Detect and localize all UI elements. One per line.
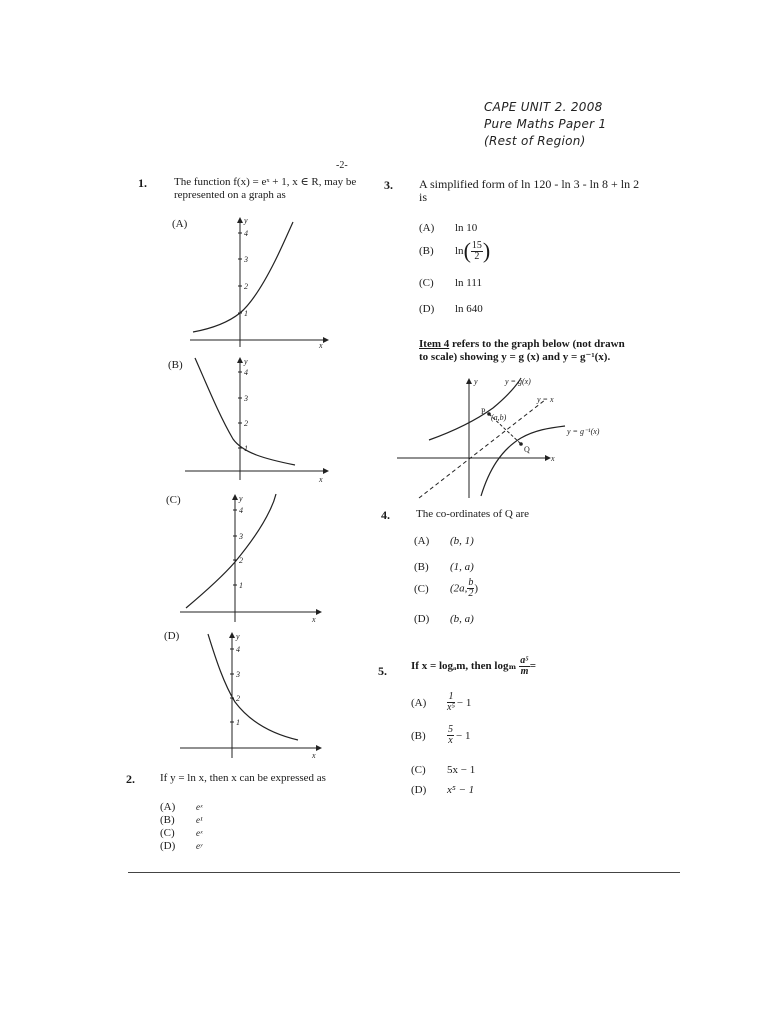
bottom-rule xyxy=(128,872,680,873)
y-axis-label: y xyxy=(244,357,248,366)
q4-option-a: (A) (b, 1) xyxy=(414,535,474,547)
q2-text: If y = ln x, then x can be expressed as xyxy=(160,772,326,784)
tick-3: 3 xyxy=(244,394,248,403)
y-axis-arrow xyxy=(229,632,235,638)
q4-option-c-fraction: $\frac{b}{2}$ xyxy=(468,577,474,599)
item4-intro-line-2: to scale) showing y = g (x) and y = g⁻¹(x). xyxy=(419,351,611,363)
item4-intro xyxy=(419,338,629,364)
q2-option-c: (C) eˣ xyxy=(160,827,203,839)
q1-graph-c-svg xyxy=(180,492,330,624)
tick-3: 3 xyxy=(236,670,240,679)
q2-option-a: (A) eˣ xyxy=(160,801,203,813)
q2-options xyxy=(160,797,203,852)
q5-option-a: (A) $\frac{1}{\text{x⁵}}$ − 1 xyxy=(411,691,472,713)
q2-number: 2. xyxy=(126,772,135,786)
y-axis-label: y xyxy=(474,377,478,386)
header-line-3: (Rest of Region) xyxy=(484,134,586,148)
y-axis-label: y xyxy=(244,216,248,225)
q2-option-d: (D) eʸ xyxy=(160,840,203,852)
q3-option-b: (B) ln( $\frac{15}{2}$ ) xyxy=(419,238,491,263)
q3-text-line-2: is xyxy=(419,190,428,204)
curve-d xyxy=(208,634,298,740)
label-p: P xyxy=(481,407,486,416)
q5-option-b: (B) $\frac{5}{x}$ − 1 xyxy=(411,724,471,746)
tick-2: 2 xyxy=(236,694,240,703)
q1-text-line-2: represented on a graph as xyxy=(174,189,286,201)
tick-4: 4 xyxy=(244,229,248,238)
curve-g xyxy=(429,378,521,440)
y-axis-label: y xyxy=(239,494,243,503)
q4-number: 4. xyxy=(381,508,390,522)
q1-graph-c xyxy=(180,492,330,624)
q1-graph-a xyxy=(185,215,335,350)
x-axis-label: x xyxy=(312,615,316,624)
q1-graph-a-svg xyxy=(185,215,335,350)
page-number: -2- xyxy=(336,160,348,171)
q1-graph-d xyxy=(180,630,330,762)
q1-text-line-1: The function f(x) = eˣ + 1, x ∈ R, may be xyxy=(174,176,357,188)
q4-option-c: (C) (2a, $\frac{b}{2}$ ) xyxy=(414,577,479,599)
tick-2: 2 xyxy=(239,556,243,565)
q4-option-d: (D) (b, a) xyxy=(414,613,474,625)
q1-option-a-label: (A) xyxy=(172,218,188,230)
q5-option-a-fraction: $\frac{1}{\text{x⁵}}$ xyxy=(447,691,455,713)
label-p-coord: (a,b) xyxy=(491,413,507,422)
q1-number: 1. xyxy=(138,176,147,190)
q3-option-c: (C) ln 111 xyxy=(419,277,482,289)
y-axis-arrow xyxy=(237,217,243,223)
x-axis-arrow xyxy=(316,609,322,615)
tick-4: 4 xyxy=(236,645,240,654)
tick-2: 2 xyxy=(244,419,248,428)
q5-text xyxy=(411,656,536,677)
header-line-1: CAPE UNIT 2. 2008 xyxy=(484,100,603,114)
x-axis-label: x xyxy=(551,454,555,463)
q3-option-d: (D) ln 640 xyxy=(419,303,483,315)
label-g-inverse: y = g⁻¹(x) xyxy=(567,427,600,436)
q5-option-c: (C) 5x − 1 xyxy=(411,764,476,776)
x-axis-arrow xyxy=(323,337,329,343)
tick-3: 3 xyxy=(239,532,243,541)
x-axis-arrow xyxy=(316,745,322,751)
x-axis-arrow xyxy=(323,468,329,474)
q1-graph-b xyxy=(185,355,335,487)
q1-option-c-label: (C) xyxy=(166,494,181,506)
y-axis-label: y xyxy=(236,632,240,641)
y-axis-arrow xyxy=(232,494,238,500)
q3-option-a: (A) ln 10 xyxy=(419,222,478,234)
q5-fraction: $\frac{\text{a⁵}}{m}$ xyxy=(520,655,529,677)
item4-graph xyxy=(397,374,627,499)
tick-2: 2 xyxy=(244,282,248,291)
q1-text xyxy=(174,176,384,202)
q4-text: The co-ordinates of Q are xyxy=(416,508,530,520)
tick-1: 1 xyxy=(244,444,248,453)
label-g: y = g(x) xyxy=(505,377,531,386)
label-y-equals-x: y = x xyxy=(537,395,554,404)
x-axis-label: x xyxy=(319,341,323,350)
q1-option-d-label: (D) xyxy=(164,630,180,642)
y-axis-arrow xyxy=(237,357,243,363)
q5-number: 5. xyxy=(378,664,387,678)
q5-option-d: (D) x⁵ − 1 xyxy=(411,784,475,796)
header-line-2: Pure Maths Paper 1 xyxy=(484,117,607,131)
q3-number: 3. xyxy=(384,178,393,192)
q1-graph-b-svg xyxy=(185,355,335,487)
tick-3: 3 xyxy=(244,255,248,264)
q1-option-b-label: (B) xyxy=(168,359,183,371)
q2-option-b: (B) e¹ xyxy=(160,814,203,826)
q1-graph-d-svg xyxy=(180,630,330,762)
q5-text-suffix: = xyxy=(529,660,537,672)
x-axis-label: x xyxy=(319,475,323,484)
x-axis-label: x xyxy=(312,751,316,760)
q3-text xyxy=(419,178,649,204)
q4-option-b: (B) (1, a) xyxy=(414,561,474,573)
header-note xyxy=(484,100,634,148)
tick-4: 4 xyxy=(239,506,243,515)
q5-option-b-fraction: $\frac{5}{x}$ xyxy=(448,724,453,746)
item4-intro-line-1: Item 4 refers to the graph below (not drawn xyxy=(419,338,625,350)
label-q: Q xyxy=(524,445,530,454)
item4-graph-svg xyxy=(397,374,627,499)
tick-4: 4 xyxy=(244,368,248,377)
q3-text-line-1: A simplified form of ln 120 - ln 3 - ln 8 + ln 2 xyxy=(419,177,640,191)
tick-1: 1 xyxy=(239,581,243,590)
y-axis-arrow xyxy=(466,378,472,384)
q3-option-b-fraction: $\frac{15}{2}$ xyxy=(471,239,482,262)
tick-1: 1 xyxy=(244,309,248,318)
curve-c xyxy=(186,494,276,608)
tick-1: 1 xyxy=(236,718,240,727)
curve-a xyxy=(193,222,293,332)
q5-text-prefix: If x = logₐm, then logₘ xyxy=(411,660,517,672)
